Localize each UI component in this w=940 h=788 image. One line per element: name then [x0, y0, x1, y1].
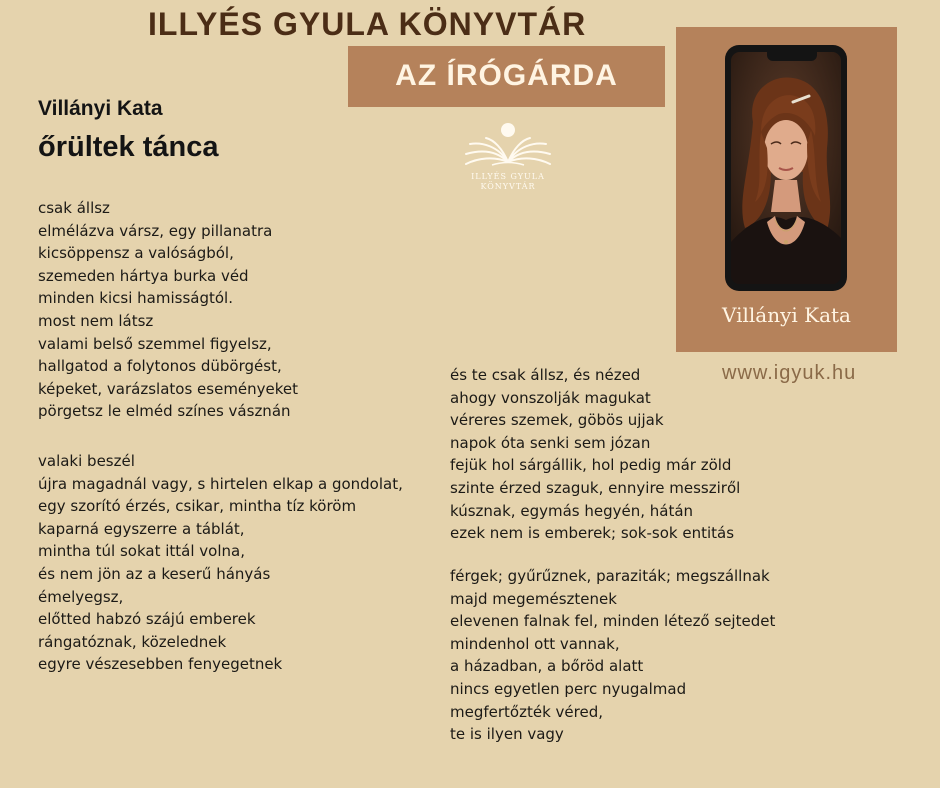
poem-line: te is ilyen vagy: [450, 725, 564, 744]
website-link[interactable]: www.igyuk.hu: [722, 362, 857, 384]
poem-line: valami belső szemmel figyelsz,: [38, 334, 272, 353]
poem-line: képeket, varázslatos eseményeket: [38, 379, 299, 398]
phone-frame: [725, 45, 847, 291]
section-banner-label: AZ ÍRÓGÁRDA: [395, 59, 618, 92]
poem-title: őrültek tánca: [38, 131, 219, 163]
poem-line: nincs egyetlen perc nyugalmad: [450, 679, 687, 698]
library-title: ILLYÉS GYULA KÖNYVTÁR: [148, 6, 587, 42]
poem-line: ahogy vonszolják magukat: [450, 388, 651, 407]
poem-line: szemeden hártya burka véd: [38, 266, 249, 285]
poem-line: egyre vészesebben fenyegetnek: [38, 655, 283, 674]
poem-stanza-3: [450, 364, 740, 545]
poem-stanza-2: [38, 450, 403, 676]
author-photo: [731, 52, 841, 284]
poem-line: valaki beszél: [38, 452, 135, 470]
poem-line: pörgetsz le elméd színes vásznán: [38, 402, 291, 421]
library-logo: [462, 118, 554, 196]
poem-line: kúsznak, egymás hegyén, hátán: [450, 501, 694, 520]
poem-line: csak állsz: [38, 199, 110, 217]
poem-line: elmélázva vársz, egy pillanatra: [38, 221, 273, 240]
phone-notch: [767, 52, 817, 61]
poem-line: kaparná egyszerre a táblát,: [38, 519, 245, 538]
poem-line: ezek nem is emberek; sok-sok entitás: [450, 524, 735, 543]
poem-line: szinte érzed szaguk, ennyire messziről: [450, 478, 741, 497]
poem-line: és nem jön az a keserű hányás: [38, 564, 271, 583]
poem-stanza-1: [38, 197, 298, 423]
poem-line: és te csak állsz, és nézed: [450, 366, 641, 384]
poem-stanza-4: [450, 565, 775, 746]
open-book-sun-icon: [462, 118, 554, 172]
poem-line: férgek; gyűrűznek, paraziták; megszállnak: [450, 567, 770, 585]
portrait-photo-icon: [731, 52, 841, 284]
poem-line: újra magadnál vagy, s hirtelen elkap a gondolat,: [38, 474, 403, 493]
section-banner: [348, 46, 665, 107]
poem-line: előtted habzó szájú emberek: [38, 610, 256, 629]
author-portrait-card: [676, 27, 897, 352]
poem-line: mintha túl sokat ittál volna,: [38, 542, 245, 561]
poem-author: Villányi Kata: [38, 97, 163, 120]
poem-line: kicsöppensz a valóságból,: [38, 244, 234, 263]
poem-line: most nem látsz: [38, 311, 154, 330]
poem-line: egy szorító érzés, csikar, mintha tíz köröm: [38, 497, 357, 516]
poem-line: hallgatod a folytonos dübörgést,: [38, 357, 282, 376]
poem-line: véreres szemek, göbös ujjak: [450, 411, 664, 430]
portrait-caption: Villányi Kata: [722, 303, 851, 327]
poem-line: minden kicsi hamisságtól.: [38, 289, 233, 308]
poem-line: megfertőzték véred,: [450, 702, 603, 721]
poem-line: émelyegsz,: [38, 587, 124, 606]
poem-line: napok óta senki sem józan: [450, 433, 651, 452]
logo-text-line1: ILLYÉS GYULA: [471, 172, 545, 181]
poem-line: majd megemésztenek: [450, 589, 617, 608]
logo-text-line2: KÖNYVTÁR: [480, 182, 536, 191]
poem-line: elevenen falnak fel, minden létező sejtedet: [450, 612, 776, 631]
poem-line: fejük hol sárgállik, hol pedig már zöld: [450, 456, 732, 475]
poem-line: rángatóznak, közelednek: [38, 632, 227, 651]
poem-line: a házadban, a bőröd alatt: [450, 657, 644, 676]
poem-line: mindenhol ott vannak,: [450, 634, 620, 653]
